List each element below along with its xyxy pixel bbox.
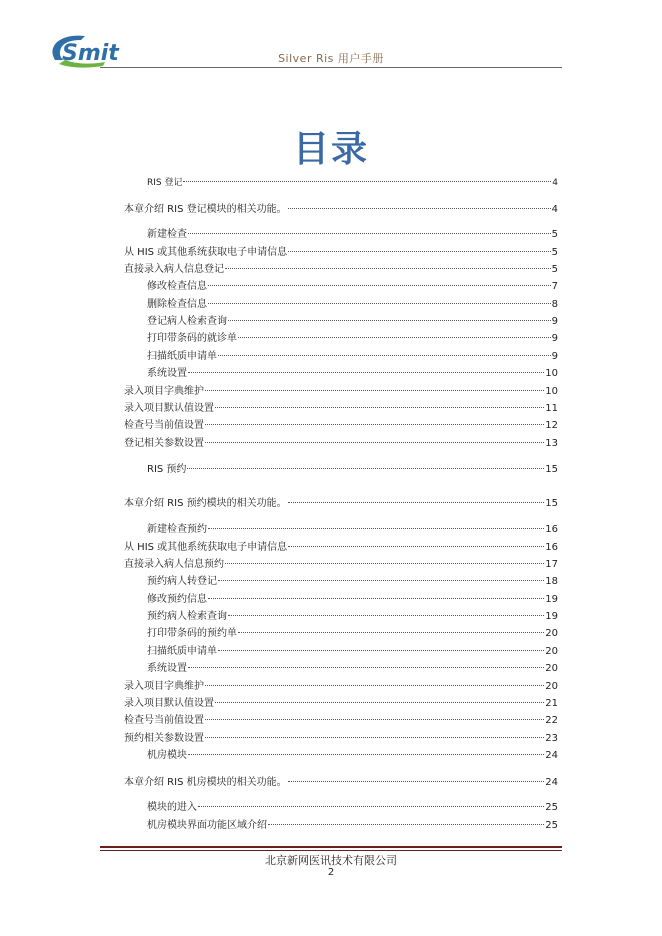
toc-entry[interactable]: 检查号当前值设置 12 (124, 420, 558, 431)
toc-entry[interactable]: 登记病人检索查询 9 (147, 316, 558, 327)
toc-entry[interactable]: 模块的进入 25 (147, 802, 558, 813)
toc-entry[interactable]: 录入项目字典维护 10 (124, 386, 558, 397)
toc-entry[interactable]: 扫描纸质申请单 9 (147, 351, 558, 362)
toc-entry[interactable]: 预约病人转登记 18 (147, 576, 558, 587)
toc-entry[interactable]: 修改预约信息 19 (147, 594, 558, 605)
toc-entry[interactable]: 预约病人检索查询 19 (147, 611, 558, 622)
toc-entry[interactable]: RIS 登记 4 (147, 178, 558, 188)
toc-entry[interactable]: 录入项目字典维护 20 (124, 681, 558, 692)
toc-entry[interactable]: 新建检查预约 16 (147, 524, 558, 535)
toc-entry[interactable]: 从 HIS 或其他系统获取电子申请信息 5 (124, 247, 558, 258)
footer-company: 北京新网医讯技术有限公司 (265, 854, 397, 867)
toc-entry[interactable]: 删除检查信息 8 (147, 299, 558, 310)
footer-divider (100, 846, 562, 848)
toc-entry[interactable]: 登记相关参数设置 13 (124, 438, 558, 449)
toc-entry[interactable]: 修改检查信息 7 (147, 281, 558, 292)
toc-entry[interactable]: 机房模块 24 (147, 750, 558, 761)
toc-entry[interactable]: 本章介绍 RIS 预约模块的相关功能。 15 (124, 498, 558, 509)
toc-entry[interactable]: 直接录入病人信息登记 5 (124, 264, 558, 275)
footer-divider (100, 850, 562, 851)
toc-entry[interactable]: 扫描纸质申请单 20 (147, 646, 558, 657)
toc-entry[interactable]: 录入项目默认值设置 21 (124, 698, 558, 709)
toc-entry[interactable]: 机房模块界面功能区域介绍 25 (147, 820, 558, 831)
toc-title: 目录 (292, 129, 369, 170)
toc-entry[interactable]: 从 HIS 或其他系统获取电子申请信息 16 (124, 542, 558, 553)
toc-entry[interactable]: 检查号当前值设置 22 (124, 715, 558, 726)
toc-entry[interactable]: 录入项目默认值设置 11 (124, 403, 558, 414)
logo-text: Smit (62, 41, 119, 66)
header-title: Silver Ris 用户手册 (278, 52, 384, 65)
toc-entry[interactable]: 系统设置 20 (147, 663, 558, 674)
toc-entry[interactable]: 直接录入病人信息预约 17 (124, 559, 558, 570)
toc-entry[interactable]: 打印带条码的预约单 20 (147, 628, 558, 639)
toc-entry[interactable]: RIS 预约 15 (147, 464, 558, 475)
toc-entry[interactable]: 打印带条码的就诊单 9 (147, 333, 558, 344)
toc-entry[interactable]: 新建检查 5 (147, 229, 558, 240)
toc-entry[interactable]: 系统设置 10 (147, 368, 558, 379)
page-number: 2 (327, 867, 335, 878)
toc-entry[interactable]: 预约相关参数设置 23 (124, 733, 558, 744)
toc-entry[interactable]: 本章介绍 RIS 机房模块的相关功能。 24 (124, 777, 558, 788)
toc-entry[interactable]: 本章介绍 RIS 登记模块的相关功能。 4 (124, 204, 558, 215)
